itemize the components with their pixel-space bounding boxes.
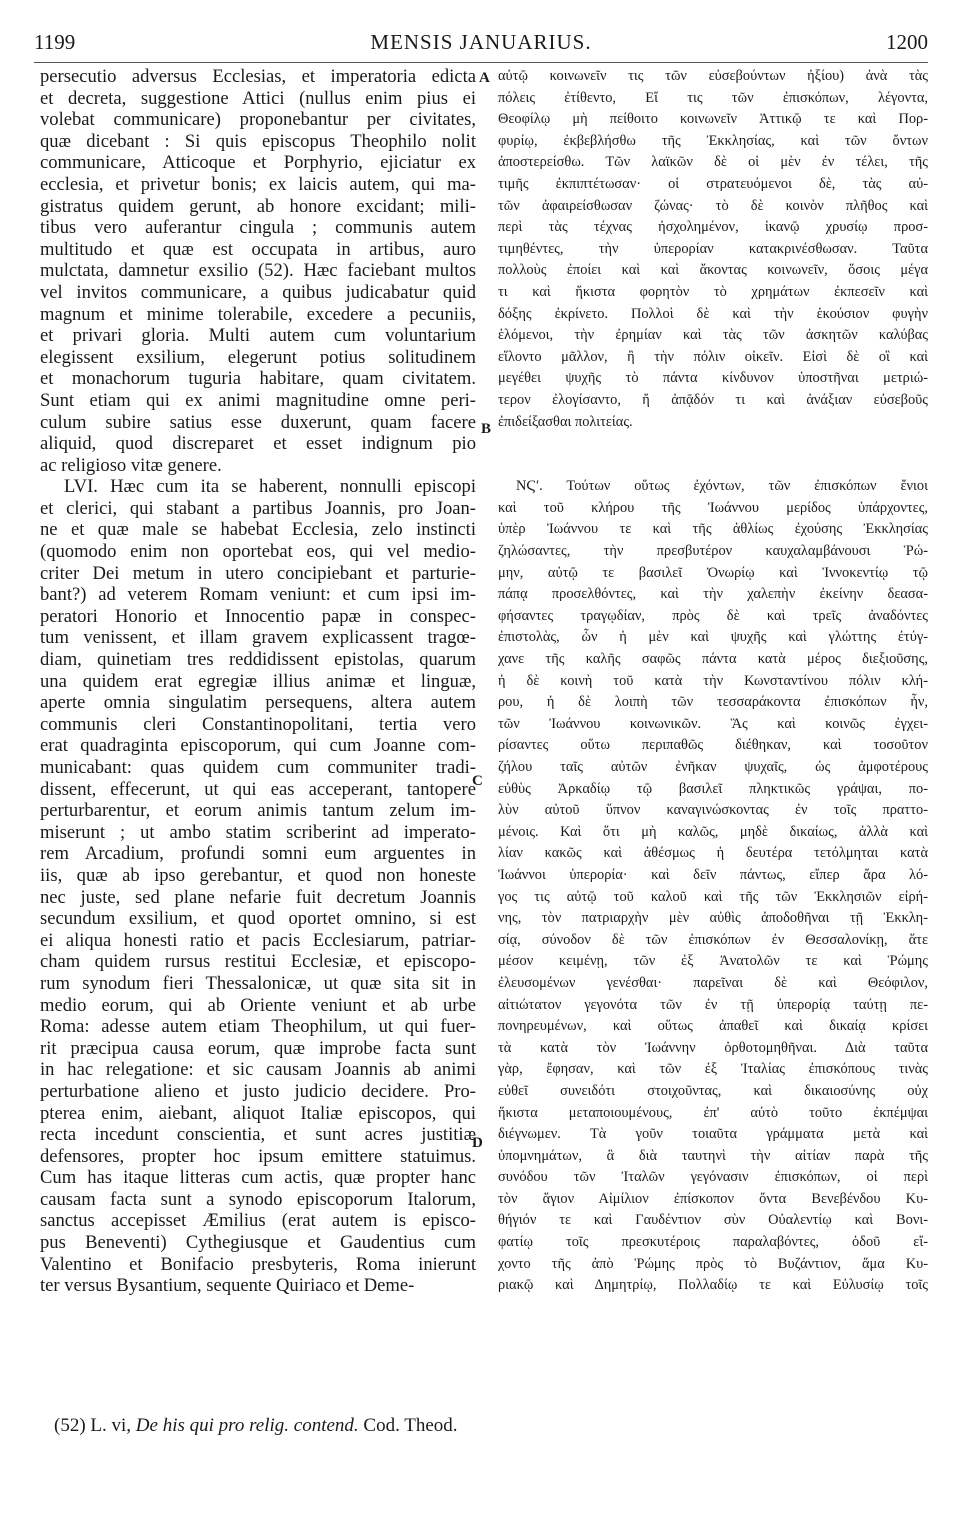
header-rule bbox=[34, 62, 928, 63]
text-line: Θεοφίλῳ μὴ πείθοιτο κοινωνεῖν Ἀττικῷ τε καὶ Πορ- bbox=[498, 111, 928, 128]
text-line: et clerici, qui stabant a partibus Joannis, pro Joan- bbox=[40, 497, 476, 519]
text-line: εὐθεῖ συνειδότι στοιχοῦντας, καὶ δικαιοσύνης οὐχ bbox=[498, 1082, 928, 1099]
text-line: tum venissent, et illam gravem explicassent tragœ- bbox=[40, 627, 476, 649]
text-line: ecclesia, et privetur bonis; ex laicis autem, qui ma- bbox=[40, 173, 476, 195]
text-line: vel invitos communicare, a quibus judicabatur quid bbox=[40, 281, 476, 303]
text-line: νης, τὸν πατριαρχὴν μὲν αὐθὶς ἀποδοθῆναι τῇ Ἐκκλη- bbox=[498, 910, 928, 927]
footnote-source: Cod. Theod. bbox=[358, 1415, 458, 1436]
text-line: communicare, Atticoque et Porphyrio, ejiciatur ex bbox=[40, 152, 476, 174]
text-line: perturbatione alieno et justo judicio decidere. Pro- bbox=[40, 1080, 476, 1102]
text-line: περὶ τὰς τέχνας ἠσχολημένον, ἱκανῷ χρυσίῳ προσ- bbox=[498, 219, 928, 236]
margin-marker-d: D bbox=[472, 1135, 483, 1151]
text-line: diam, quinetiam tres reddidissent epistolas, quarum bbox=[40, 649, 476, 671]
text-line: ρίσαντες οὕτω περιπαθῶς διέθηκαν, καὶ τοσοῦτον bbox=[498, 737, 928, 754]
text-line: μένοις. Καὶ ὅτι μὴ καλῶς, μηδὲ δικαίως, ἀλλὰ καὶ bbox=[498, 823, 928, 840]
text-line: χοντο τῆς ἀπὸ Ῥώμης πρὸς τὸ Βυζάντιον, ἅμα Κυ- bbox=[498, 1255, 928, 1272]
text-line: secundum exsilium, et quod oportet omnino, si est bbox=[40, 908, 476, 930]
text-line: nec juste, sed plane nefarie fuit decretum Joannis bbox=[40, 886, 476, 908]
text-line: ne et quæ male se habebat Ecclesia, zelo instincti bbox=[40, 519, 476, 541]
text-line: ζήλου ταῖς αὐτῶν ἐνῆκαν ψυχαῖς, ὡς ἀμφοτέρους bbox=[498, 759, 928, 775]
text-line: Sunt etiam qui ex animi magnitudine omne peri- bbox=[40, 389, 476, 411]
text-line: τι καὶ ἥκιστα φορητὸν τὸ χρημάτων ἐκπεσεῖν καὶ bbox=[498, 283, 928, 300]
text-line: δόξης ἐκρίνετο. Πολλοὶ δὲ καὶ τὴν ἑκούσιον φυγὴν bbox=[498, 305, 928, 322]
text-line: ter versus Bysantium, sequente Quiriaco et Deme- bbox=[40, 1275, 415, 1297]
text-line: cham quidem rursus restitui Ecclesiæ, et episcopo- bbox=[40, 951, 476, 973]
text-line: pterea enim, aiebant, aliquot Italiæ episcopos, qui bbox=[40, 1102, 476, 1124]
footnote bbox=[54, 1414, 914, 1438]
text-line: πολλοὺς ἐποίει καὶ καὶ ἄκοντας κοινωνεῖν, ὅσοις μέγα bbox=[498, 262, 928, 279]
text-line: μέσον κειμένῃ, τῶν ἐξ Ἀνατολῶν τε καὶ Ῥώμης bbox=[498, 953, 928, 970]
text-line: ei aliqua honesti ratio et pacis Ecclesiarum, patriar- bbox=[40, 929, 476, 951]
text-line: φυρίῳ, ἐκβεβλήσθω τῆς Ἐκκλησίας, καὶ τῶν ὄντων bbox=[498, 132, 928, 149]
text-line: municabant: quas quidem cum communiter tradi- bbox=[40, 757, 476, 778]
text-line: ὑπὲρ Ἰωάννου τε καὶ τῆς ἀθλίως ἐχούσης Ἐκκλησίας bbox=[498, 521, 928, 538]
text-line: defensores, propter hoc ipsum emittere statuimus. bbox=[40, 1145, 476, 1167]
text-line: γος τις αὐτῷ τοῦ καλοῦ καὶ τῆς τῶν Ἐκκλησιῶν εἰρή- bbox=[498, 888, 928, 905]
text-line: ὑπομνημάτων, ἃ διὰ ταυτηνὶ τὴν αἰτίαν παρὰ τῆς bbox=[498, 1147, 928, 1164]
text-line bbox=[498, 455, 928, 477]
footnote-title: De his qui pro relig. contend. bbox=[135, 1415, 359, 1436]
text-line: LVI. Hæc cum ita se haberent, nonnulli episcopi bbox=[64, 476, 476, 498]
text-line: τερον ἐλογίσαντο, ἤ ἀπᾷδόν τι καὶ ἀνάξιαν εὐσεβοῦς bbox=[498, 391, 928, 408]
text-line: causam facta sunt a synodo episcoporum Italorum, bbox=[40, 1188, 476, 1210]
text-line: ἐπιδείξασθαι πολιτείας. bbox=[498, 413, 633, 430]
text-line: σίᾳ, σύνοδον δὲ τῶν ἐπισκόπων ἐν Θεσσαλονίκῃ, ἅτε bbox=[498, 931, 928, 948]
text-line: τιμῆς ἐκπιπτέτωσαν· οἱ στρατευόμενοι δὲ, τὰς αὐ- bbox=[498, 175, 928, 192]
margin-marker-c: C bbox=[472, 773, 483, 789]
running-title: MENSIS JANUARIUS. bbox=[370, 30, 592, 54]
text-line: χανε τῆς καλῆς σαφῶς πάντα κατὰ μέρος διεξιοῦσης, bbox=[498, 651, 928, 668]
text-line: εὐθὺς Ἀρκαδίῳ τῷ βασιλεῖ πληκτικῶς γράψαι, πο- bbox=[498, 780, 928, 797]
text-line: μην, αὐτῷ τε βασιλεῖ Ὀνωρίῳ καὶ Ἰννοκεντίῳ τῷ bbox=[498, 564, 928, 581]
text-line: persecutio adversus Ecclesias, et imperatoria edicta bbox=[40, 66, 476, 87]
text-line: aperte omnia singulatim persequens, altera autem bbox=[40, 692, 476, 714]
text-line: multitudo et quæ est occupata in artibus, auro bbox=[40, 238, 476, 260]
text-line: tibus vero auferantur cingula ; communis autem bbox=[40, 217, 476, 239]
page-number-right: 1200 bbox=[886, 30, 928, 54]
text-line: συνόδου τῶν Ἰταλῶν γεγόνασιν ἐπισκόπων, οἱ περὶ bbox=[498, 1169, 928, 1186]
text-line: volebat communicare) proponebantur per civitates, bbox=[40, 109, 476, 131]
text-line: ἐλευσομένων γενέσθαι· παρεῖναι δὲ καὶ Θεόφιλον, bbox=[498, 974, 928, 991]
text-line: διέγνωμεν. Τὰ γοῦν τοιαῦτα γράμματα μετὰ καὶ bbox=[498, 1126, 928, 1143]
text-line: elegissent exsilium, elegerunt potius solitudinem bbox=[40, 346, 476, 368]
text-line: rit præcipua causa eorum, quæ improbe facta sunt bbox=[40, 1037, 476, 1059]
text-line: ζηλώσαντες, τὴν πρεσβυτέρον καυχαλαμβάνουσι Ῥώ- bbox=[498, 543, 928, 560]
text-line: medio eorum, qui ab Oriente veniunt et ab urbe bbox=[40, 994, 476, 1016]
text-line: Roma: adesse autem etiam Theophilum, ut qui fuer- bbox=[40, 1016, 476, 1038]
text-line: dissent, effecerunt, ut qui eas acceperant, tantopere bbox=[40, 778, 476, 800]
text-line: in hac relegatione: et sic causam Joannis ab animi bbox=[40, 1059, 476, 1081]
text-line: ρου, ἡ δὲ λοιπὴ τῶν τεσσαράκοντα ἐπισκόπων ἦν, bbox=[498, 694, 928, 711]
text-line: καὶ τοῦ κλήρου τῆς Ἰωάννου μερίδος ὑπάρχοντες, bbox=[498, 499, 928, 516]
text-line: perturbarentur, et eorum animis tantum zelum im- bbox=[40, 800, 476, 822]
margin-marker-b: B bbox=[481, 421, 492, 437]
text-line: et decreta, suggestione Attici (nullus enim pius ei bbox=[40, 87, 476, 109]
text-line: pus Beneventi) Cythegiusque et Gaudentius cum bbox=[40, 1232, 476, 1254]
text-line: mulctata, damnetur exsilio (52). Hæc faciebant multos bbox=[40, 260, 476, 282]
text-line: ac religioso vitæ genere. bbox=[40, 454, 222, 476]
text-line: rum synodum fieri Thessalonicæ, ut quæ sita sit in bbox=[40, 972, 476, 994]
text-line: Cum has itaque litteras cum actis, quæ propter hanc bbox=[40, 1167, 476, 1189]
text-line: φατίῳ τοῖς πρεσκυτέροις παραλαβόντες, ὁδοῦ εἴ- bbox=[498, 1234, 928, 1251]
text-line: ἡ δὲ κοινὴ τοῦ κατὰ τὴν Κωνσταντίνου πόλιν κλή- bbox=[498, 672, 928, 689]
text-line: μεγέθει ψυχῆς τὸ πάντα κίνδυνον ὑποστῆναι μετριώ- bbox=[498, 370, 928, 387]
latin-column bbox=[40, 66, 476, 1297]
text-line: miserunt ; ut ambo statim scriberint ad imperato- bbox=[40, 821, 476, 843]
text-line: una quidem erat egregiæ illius animæ et linguæ, bbox=[40, 670, 476, 692]
text-line: τὸν ἅγιον Αἰμίλιον ἐπίσκοπον ὄντα Βενεβένδου Κυ- bbox=[498, 1190, 928, 1207]
text-line: θήγιόν τε καὶ Γαυδέντιον σὺν Οὐαλεντίῳ καὶ Βονι- bbox=[498, 1212, 928, 1229]
text-line: ριακῷ καὶ Δημητρίῳ, Πολλαδίῳ τε καὶ Εὐλυσίῳ τοῖς bbox=[498, 1277, 928, 1294]
text-line: τὰ κατὰ τὸν Ἰωάννην ὀρθοτομηθῆναι. Διὰ ταῦτα bbox=[498, 1039, 928, 1056]
text-line: iis, quæ ab ipso gerebantur, et quod non honeste bbox=[40, 864, 476, 886]
text-line: et monachorum tuguria habitare, quam civitatem. bbox=[40, 368, 476, 390]
text-line: peratori Honorio et Innocentio papæ in conspec- bbox=[40, 605, 476, 627]
text-line: Ἰωάννοι ὑπερορία· καὶ δεῖν πάντως, εἴπερ ἄρα λό- bbox=[498, 866, 928, 883]
text-line: τῶν Ἰωάννου κοινωνικῶν. Ἃς καὶ κοινῶς ἐγχει- bbox=[498, 715, 928, 732]
margin-marker-a: A bbox=[479, 70, 490, 86]
text-line: sanctus accepisset Æmilius (erat autem is episco- bbox=[40, 1210, 476, 1232]
footnote-ref: (52) L. vi, bbox=[54, 1415, 136, 1436]
text-line: λίαν κακῶς καὶ ἀθέσμως ἡ δευτέρα τετόλμηται κατὰ bbox=[498, 845, 928, 862]
text-line: λὺν αὐτοῦ ὕπνον καναγινώσκοντας ἐν τοῖς πραττο- bbox=[498, 802, 928, 819]
text-line: ἥκιστα μεταποιουμένους, ἐπ' αὐτὸ τοῦτο ἐκπέμψαι bbox=[498, 1104, 928, 1121]
text-line: ΝϚʹ. Τούτων οὕτως ἐχόντων, τῶν ἐπισκόπων ἔνιοι bbox=[516, 478, 928, 495]
text-line: πονηρευμένων, καὶ οὕτως ἀπαθεῖ καὶ δικαίᾳ κρίσει bbox=[498, 1018, 928, 1035]
text-line: γὰρ, ἔφησαν, καὶ τῶν ἐξ Ἰταλίας ἐπισκόπους τινὰς bbox=[498, 1061, 928, 1078]
text-line: erat quadraginta episcoporum, qui cum Joanne com- bbox=[40, 735, 476, 757]
text-line bbox=[498, 433, 928, 455]
text-line: ἑλόμενοι, τὴν ἐρημίαν καὶ τὰς τῶν ἀσκητῶν καλύβας bbox=[498, 327, 928, 344]
text-line: ἀποστερείσθω. Τῶν λαϊκῶν δὲ οἱ μὲν ἐν τέλει, τῆς bbox=[498, 154, 928, 171]
page-number-left: 1199 bbox=[34, 30, 76, 54]
text-line: (quomodo enim non oportebat eos, qui vel medio- bbox=[40, 541, 476, 563]
text-line: αἰτιώτατον γεγονότα τῶν ἐν τῇ ὑπερορίᾳ ταύτῃ πε- bbox=[498, 996, 928, 1013]
text-line: bant?) ad veterem Romam veniunt: et cum ipsi im- bbox=[40, 584, 476, 606]
text-line: αὐτῷ κοινωνεῖν τις τῶν εὐσεβούντων ἠξίου) ἀνὰ τὰς bbox=[498, 68, 928, 84]
text-line: τιμηθέντες, τὴν ὑπερορίαν κατακρινέσθωσαν. Ταῦτα bbox=[498, 240, 928, 257]
text-line: criter Dei metum in utero concipiebant et parturie- bbox=[40, 562, 476, 584]
text-line: τῶν ἀφαιρείσθωσαν ζώνας· τὸ δὲ κοινὸν πλῆθος καὶ bbox=[498, 197, 928, 214]
text-line: πάπᾳ προσελθόντες, καὶ τὴν χαλεπὴν ἐκείνην δεασα- bbox=[498, 586, 928, 603]
greek-column bbox=[498, 66, 928, 1297]
text-line: quæ dicebant : Si quis episcopus Theophilo nolit bbox=[40, 130, 476, 152]
text-line: recta incedunt conscientia, et sunt acres justitiæ bbox=[40, 1124, 476, 1146]
text-line: magnum et minime tolerabile, excedere a pecuniis, bbox=[40, 303, 476, 325]
text-line: et privari gloria. Multi autem cum voluntarium bbox=[40, 325, 476, 347]
text-line: Valentino et Bonifacio presbyteris, Roma inierunt bbox=[40, 1253, 476, 1275]
text-line: gistratus quidem gerunt, ab honore excidant; mili- bbox=[40, 195, 476, 217]
text-line: rem Arcadium, profundi somni eum arguentes in bbox=[40, 843, 476, 865]
page-header bbox=[34, 30, 928, 64]
text-line: ἐπιστολὰς, ὧν ἡ μὲν καὶ ψυχῆς καὶ γλώττης ἐτύγ- bbox=[498, 629, 928, 646]
text-line: πόλεις ἐτίθεντο, Εἴ τις τῶν ἐπισκόπων, λέγοντα, bbox=[498, 89, 928, 106]
text-line: aliquid, quod discreparet et esset indignum pio bbox=[40, 433, 476, 455]
text-line: communis cleri Constantinopolitani, tertia vero bbox=[40, 713, 476, 735]
text-line: culum subire satius esse duxerunt, quam facere bbox=[40, 411, 476, 433]
text-line: φήσαντες τραγῳδίαν, πρὸς δὲ καὶ τρεῖς ἀναδόντες bbox=[498, 607, 928, 624]
text-line: εἵλοντο μᾶλλον, ἢ τὴν πόλιν οἰκεῖν. Εἰσὶ δὲ οἳ καὶ bbox=[498, 348, 928, 365]
